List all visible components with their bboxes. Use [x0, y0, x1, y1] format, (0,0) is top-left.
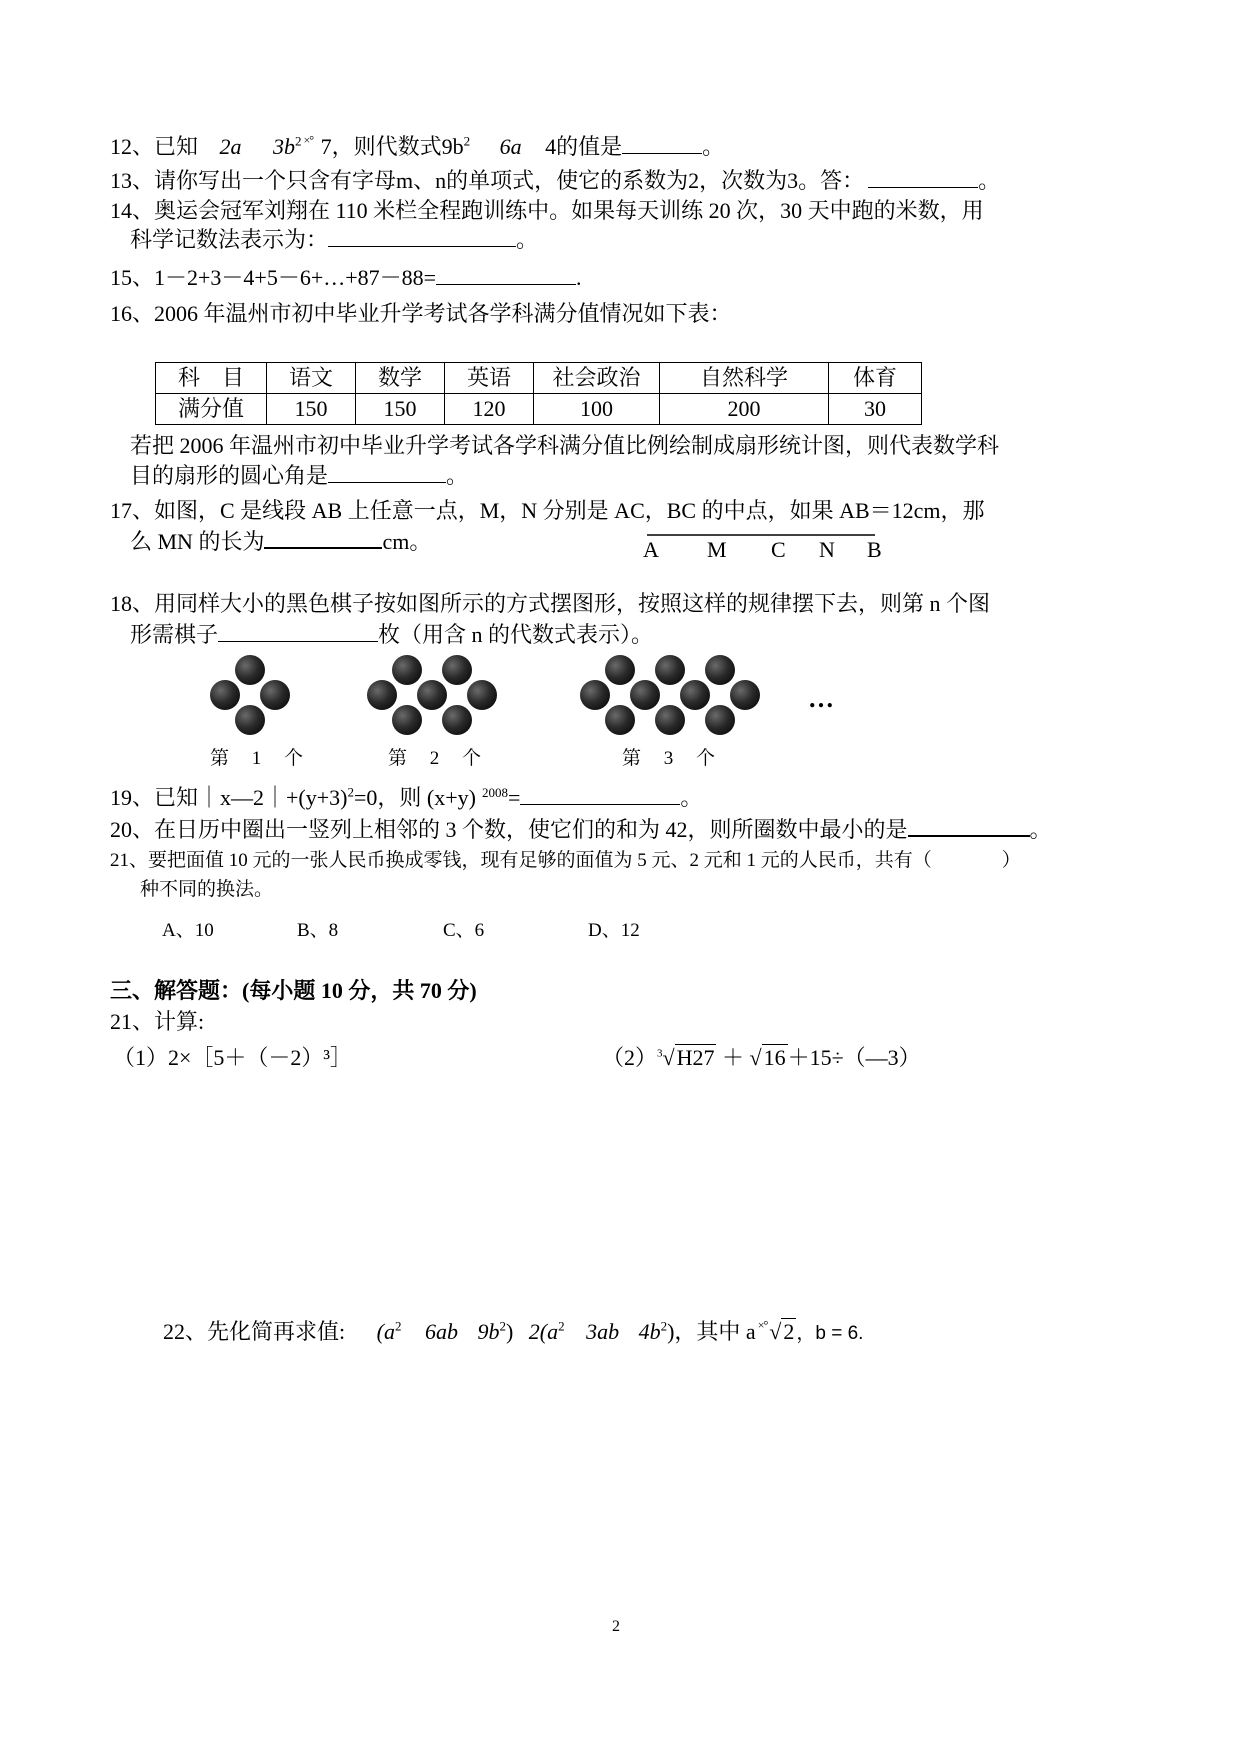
figure-caption-3: 第 3 个 [622, 748, 725, 769]
chess-piece [260, 680, 290, 710]
q17-text-2: 么 MN 的长为 [130, 529, 265, 554]
q19-exponent: 2 [347, 784, 354, 800]
q13-answer-blank[interactable] [868, 167, 978, 188]
q19-end-mark: 。 [680, 785, 703, 810]
table-cell: 数学 [356, 363, 445, 394]
question-15 [110, 264, 582, 292]
pattern-figure-2 [367, 655, 497, 745]
question-12 [110, 126, 724, 161]
question-17-line1 [110, 497, 985, 525]
p22-exponent: 2 [660, 1318, 668, 1334]
score-table [155, 362, 922, 425]
q12-exponent: 2 [295, 133, 302, 149]
pattern-figure-3 [580, 655, 760, 745]
chess-piece [467, 680, 497, 710]
p22-condition: )，其中 a [667, 1319, 756, 1344]
question-16-line2 [130, 432, 999, 460]
cube-root: $^3$√H27 [657, 1045, 715, 1070]
question-17-line2 [130, 527, 431, 556]
q12-term-2a: 2a [219, 134, 242, 159]
q19-answer-blank[interactable] [520, 784, 680, 805]
q18-text-2: 形需棋子 [130, 622, 219, 647]
option-a[interactable]: A、10 [162, 920, 214, 941]
chess-piece [705, 655, 735, 685]
chess-piece [442, 655, 472, 685]
chess-piece [235, 655, 265, 685]
q20-text: 20、在日历中圈出一竖列上相邻的 3 个数，使它们的和为 42，则所圈数中最小的是 [110, 817, 908, 842]
chess-piece [235, 705, 265, 735]
chess-piece [580, 680, 610, 710]
q12-expression: 7，则代数式9b [320, 134, 464, 159]
table-cell: 科 目 [156, 363, 267, 394]
table-cell: 社会政治 [534, 363, 660, 394]
q14-end-mark: 。 [516, 227, 539, 252]
p22-tail: ，b = 6. [796, 1323, 864, 1344]
q21-options [162, 915, 640, 942]
p22-term: 4b [638, 1319, 661, 1344]
table-cell: 满分值 [156, 394, 267, 425]
q14-answer-blank[interactable] [328, 226, 516, 247]
problem-22 [163, 1311, 863, 1348]
q17-unit: cm。 [382, 529, 432, 554]
chess-piece [392, 655, 422, 685]
p22-sqrt-body: 2 [783, 1319, 795, 1344]
chess-piece [392, 705, 422, 735]
q21-paren: ） [1001, 850, 1021, 871]
option-b[interactable]: B、8 [297, 920, 339, 941]
chess-piece [605, 705, 635, 735]
point-label-b: B [867, 537, 882, 562]
q17-text: 17、如图，C 是线段 AB 上任意一点，M，N 分别是 AC，BC 的中点，如果 AB＝12cm，那 [110, 498, 985, 523]
question-19 [110, 784, 702, 812]
q15-answer-blank[interactable] [436, 264, 576, 285]
table-cell: 120 [445, 394, 534, 425]
q18-text: 18、用同样大小的黑色棋子按如图所示的方式摆图形，按照这样的规律摆下去，则第 n 个图 [110, 591, 991, 616]
table-row [156, 394, 922, 425]
problem-21-part1: （1）2×［5＋（－2）³］ [113, 1045, 353, 1070]
q15-end-mark: . [576, 265, 582, 290]
question-18-line2 [130, 621, 653, 649]
q14-text-2: 科学记数法表示为： [130, 227, 329, 252]
q12-end-mark: 。 [702, 134, 725, 159]
q12-answer-blank[interactable] [622, 133, 702, 154]
point-label-c: C [771, 537, 786, 562]
q13-text: 13、请你写出一个只含有字母m、n的单项式，使它的系数为2，次数为3。答： [110, 168, 865, 193]
q19-exponent-2: 2008 [481, 784, 508, 800]
table-cell: 体育 [829, 363, 922, 394]
part2-label: （2） [602, 1045, 658, 1070]
q21-text: 21、要把面值 10 元的一张人民币换成零钱，现有足够的面值为 5 元、2 元和 1 元的人民币，共有（ [110, 850, 932, 871]
p22-exponent: 2 [499, 1318, 506, 1334]
segment-figure [643, 525, 893, 565]
chess-piece [655, 655, 685, 685]
question-18-line1 [110, 590, 990, 618]
p22-term: 2(a [528, 1319, 559, 1344]
problem-21-title: 21、计算: [110, 1009, 205, 1034]
page-number: 2 [612, 1618, 620, 1635]
chess-piece [367, 680, 397, 710]
question-13 [110, 167, 1000, 195]
q16-text-2: 目的扇形的圆心角是 [130, 463, 329, 488]
question-14-line2 [130, 226, 538, 254]
q12-label: 12、已知 [110, 134, 199, 159]
q20-end-mark: 。 [1029, 817, 1052, 842]
figure-caption-2: 第 2 个 [388, 748, 491, 769]
q18-answer-blank[interactable] [218, 621, 378, 642]
q14-text: 14、奥运会冠军刘翔在 110 米栏全程跑训练中。如果每天训练 20 次，30 天中跑的米数，用 [110, 198, 984, 223]
chess-piece [605, 655, 635, 685]
chess-piece [705, 705, 735, 735]
table-cell: 200 [660, 394, 829, 425]
segment-line [643, 525, 893, 545]
q15-text: 15、1－2+3－4+5－6+…+87－88= [110, 265, 437, 290]
problem-21-part2 [602, 1044, 921, 1072]
p22-term: 6ab [424, 1319, 458, 1344]
q19-text: 19、已知｜x—2｜+(y+3) [110, 785, 348, 810]
q17-answer-blank[interactable] [264, 527, 382, 549]
point-label-a: A [643, 537, 659, 562]
pattern-ellipsis: … [808, 684, 834, 713]
q12-exponent-2: 2 [463, 133, 471, 149]
q16-answer-blank[interactable] [328, 462, 446, 483]
q12-tail: 4的值是 [545, 134, 623, 159]
part2-suffix: ＋15÷（—3） [787, 1045, 921, 1070]
chess-piece [655, 705, 685, 735]
q13-end-mark: 。 [978, 168, 1001, 193]
q12-term-6a: 6a [499, 134, 522, 159]
q19-equals: = [507, 785, 521, 810]
chess-piece [210, 680, 240, 710]
q20-answer-blank[interactable] [908, 815, 1030, 837]
section-3-title: 三、解答题：(每小题 10 分，共 70 分) [110, 978, 477, 1003]
option-c[interactable]: C、6 [443, 920, 485, 941]
pattern-figure-1 [210, 655, 290, 745]
q16-intro-text: 16、2006 年温州市初中毕业升学考试各学科满分值情况如下表： [110, 301, 732, 326]
question-16-intro [110, 300, 732, 328]
table-cell: 30 [829, 394, 922, 425]
root-body: H27 [676, 1045, 715, 1070]
figure-caption-1: 第 1 个 [210, 748, 313, 769]
chess-piece [442, 705, 472, 735]
p22-sqrt: √2 [769, 1319, 795, 1344]
q18-text-3: 枚（用含 n 的代数式表示）。 [378, 622, 654, 647]
p22-exponent: 2 [558, 1318, 565, 1334]
question-16-line3 [130, 462, 468, 490]
sqrt-body: 16 [763, 1045, 786, 1070]
table-cell: 150 [356, 394, 445, 425]
question-21-line2 [140, 876, 273, 904]
table-cell: 自然科学 [660, 363, 829, 394]
question-14-line1 [110, 197, 984, 225]
chess-piece [680, 680, 710, 710]
point-label-m: M [707, 537, 727, 562]
point-label-n: N [819, 537, 835, 562]
table-cell: 150 [267, 394, 356, 425]
q16-end-mark: 。 [446, 463, 469, 488]
question-21-line1 [110, 847, 1021, 875]
p22-term: (a [376, 1319, 395, 1344]
q21-text-2: 种不同的换法。 [140, 879, 274, 900]
p22-term: 3ab [586, 1319, 620, 1344]
option-d[interactable]: D、12 [588, 920, 640, 941]
square-root: √16 [749, 1045, 786, 1070]
table-cell: 语文 [267, 363, 356, 394]
p22-label: 22、先化简再求值: [163, 1319, 346, 1344]
q16-text: 若把 2006 年温州市初中毕业升学考试各学科满分值比例绘制成扇形统计图，则代表数学科 [130, 433, 1000, 458]
q19-text-2: =0，则 (x+y) [353, 785, 476, 810]
chess-piece [417, 680, 447, 710]
table-cell: 100 [534, 394, 660, 425]
p22-garbled-symbol: ×° [757, 1318, 768, 1332]
p22-term: ) [505, 1319, 514, 1344]
plus-sign: ＋ [721, 1045, 744, 1070]
table-header-row [156, 363, 922, 394]
table-cell: 英语 [445, 363, 534, 394]
chess-piece [730, 680, 760, 710]
p22-exponent: 2 [394, 1318, 402, 1334]
p22-term: 9b [477, 1319, 500, 1344]
chess-piece [630, 680, 660, 710]
root-index: 3 [657, 1047, 663, 1060]
q12-garbled-symbol: ×° [303, 133, 314, 147]
question-20 [110, 815, 1052, 844]
q12-term-3b: 3b [273, 134, 296, 159]
